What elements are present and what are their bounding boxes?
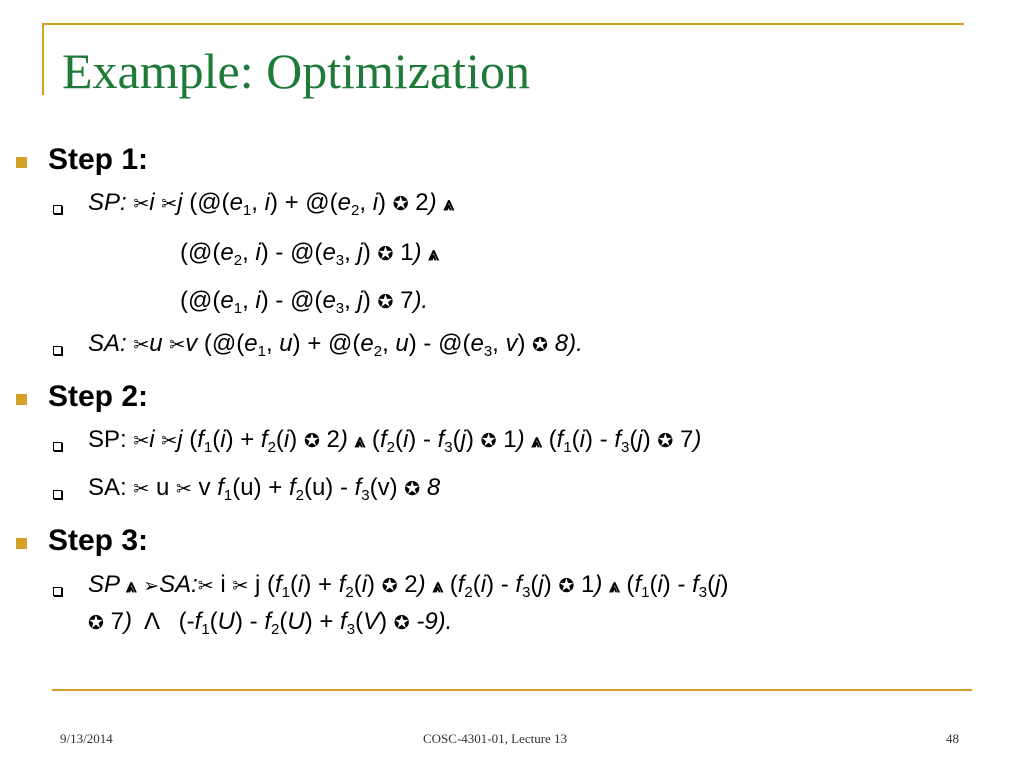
step-2-sp-line: SP: ✂i ✂j ($f_1(i) + f_2(i)$ ✪ 2) ⩓ ($f_2(i) - f_3(j)$ ✪ 1) ⩓ ($f_1(i) - f_3(j)$ ✪ 7) [88, 426, 702, 456]
top-border-line [42, 23, 964, 25]
step-3-line-1: SP ⩓ ➢SA:✂ i ✂ j ($f_1(i) + f_2(i)$ ✪ 2) ⩓ ($f_2(i) - f_3(j)$ ✪ 1) ⩓ ($f_1(i) - f_3(j)$ [88, 571, 729, 601]
bottom-divider-line [52, 689, 972, 691]
step-1-sp-line-2: ($@(e_2$, $i) - @(e_3$, j) ✪ 1) ⩓ [180, 239, 439, 269]
footer-course: COSC-4301-01, Lecture 13 [423, 731, 568, 746]
checkbox-bullet-icon [53, 205, 62, 214]
step-2-sa-line: SA: ✂ u ✂ v $f_1(u) + f_2(u) - f_3(v)$ ✪ 8 [88, 474, 441, 504]
step-3-heading: Step 3: [48, 524, 149, 557]
checkbox-bullet-icon [53, 442, 62, 451]
left-border-line [42, 23, 44, 95]
footer-date: 9/13/2014 [60, 731, 113, 746]
step-2-heading: Step 2: [48, 380, 149, 413]
footer-page-number: 48 [946, 731, 959, 746]
checkbox-bullet-icon [53, 490, 62, 499]
square-bullet-icon [16, 157, 27, 168]
square-bullet-icon [16, 394, 27, 405]
checkbox-bullet-icon [53, 587, 62, 596]
step-1-sp-line-1: SP: ✂i ✂j ($@(e_1$, $i) + @(e_2$, i) ✪ 2) ⩓ [88, 189, 455, 219]
step-1-sa-line: SA: ✂u ✂v ($@(e_1$, $u) + @(e_2$, $u) - @(e_3$, v) ✪ 8). [88, 330, 583, 360]
square-bullet-icon [16, 538, 27, 549]
step-3-line-2: ✪ 7) Λ ($-f_1(U) - f_2(U) + f_3(V)$ ✪ -9). [88, 608, 453, 638]
checkbox-bullet-icon [53, 346, 62, 355]
slide-title: Example: Optimization [62, 43, 530, 99]
step-1-sp-line-3: ($@(e_1$, $i) - @(e_3$, j) ✪ 7). [180, 287, 429, 317]
step-1-heading: Step 1: [48, 143, 149, 176]
